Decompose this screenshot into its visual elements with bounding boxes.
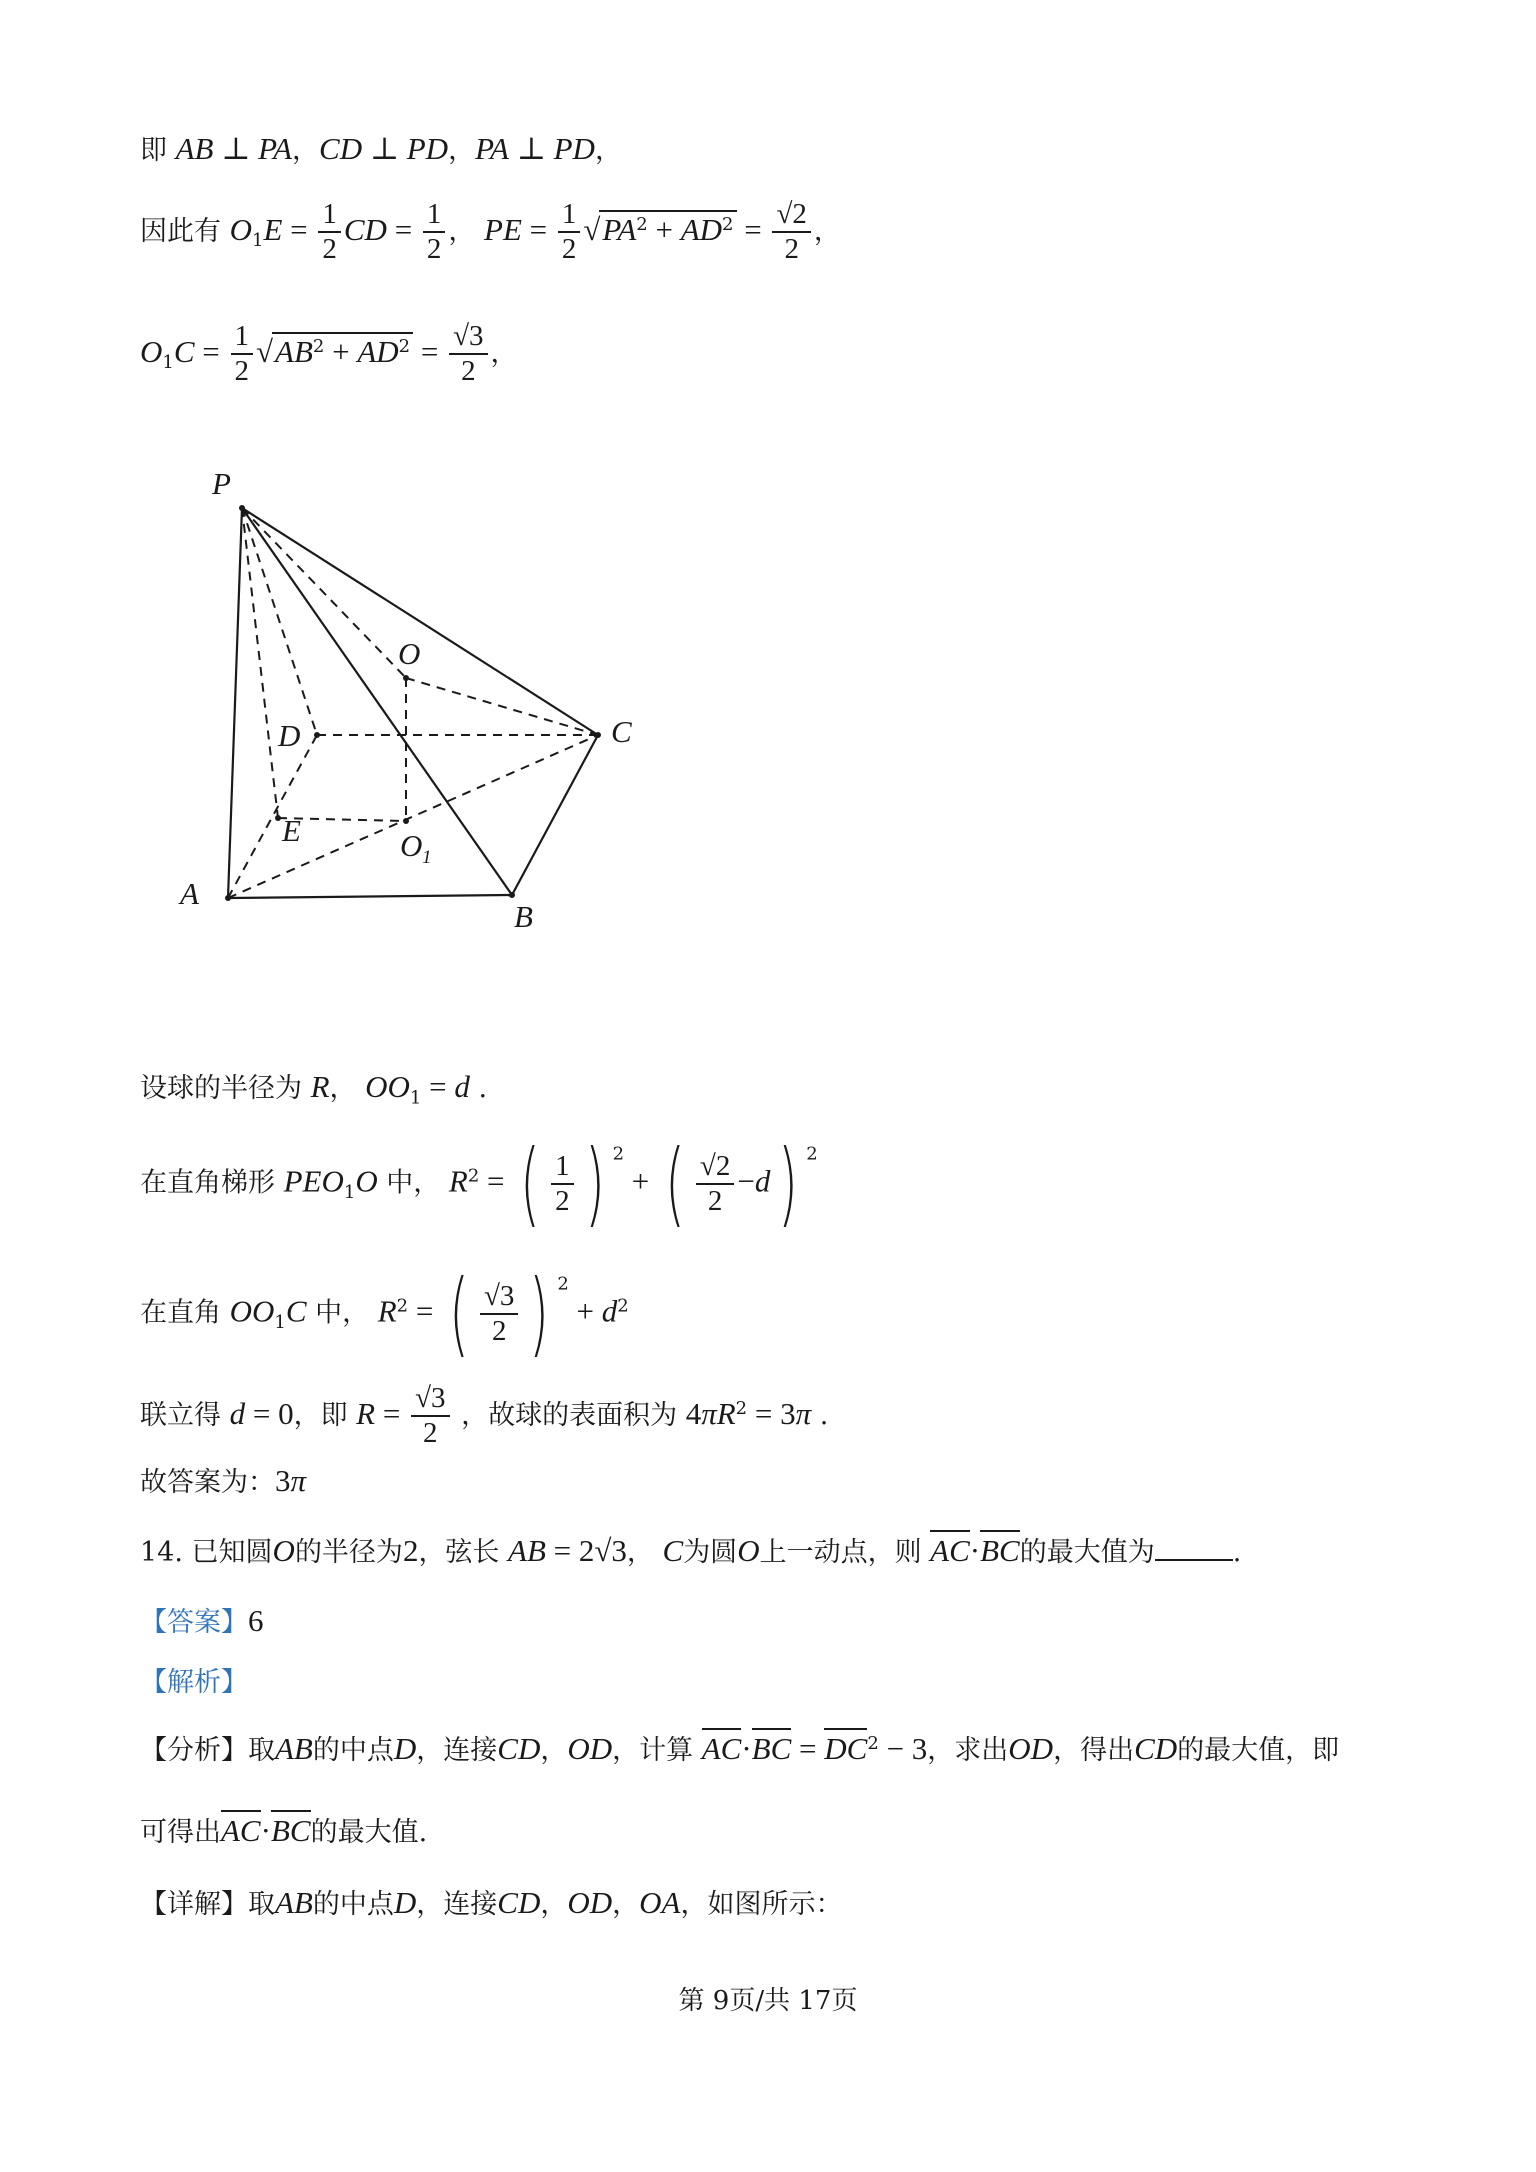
text-fragment: .: [1232, 1537, 1242, 1568]
label-O1-subscript: 1: [422, 847, 432, 868]
label-D: D: [278, 718, 301, 753]
page-footer: 第 9页/共 17页: [678, 1986, 858, 2016]
text-fragment: ，求出: [927, 1735, 1009, 1766]
text-line-8: 故答案为：3π: [140, 1463, 307, 1498]
text-line-2: 因此有 $O_1E$ = $\frac{1}{2}$ CD = $\frac{1}{2}$ ， PE = $\frac{1}{2}$ $√PA^2 + AD^2$ = $\frac{√2}{2}$ ，: [140, 198, 841, 266]
text-fragment: 的最大值，即: [1177, 1735, 1340, 1766]
text-line-1: 即 AB ⊥ PA，CD ⊥ PD，PA ⊥ PD，: [140, 131, 622, 166]
text-fragment: 因此有: [140, 215, 221, 247]
text-fragment: 取: [248, 1889, 275, 1920]
text-fragment: 联立得: [140, 1399, 221, 1431]
text-fragment: 的中点: [312, 1889, 394, 1920]
text-fragment: ，: [448, 215, 476, 247]
label-O1: O: [400, 828, 423, 863]
text-fragment: ，如图所示：: [680, 1889, 843, 1920]
question-14: 14. 已知圆O的半径为2，弦长 AB = 2√3， C为圆O上一动点，则 AC·BC的最大值为 .: [140, 1530, 1241, 1569]
edge-PD: [242, 508, 317, 735]
text-line-13: 可得出AC·BC的最大值.: [140, 1810, 427, 1849]
text-line-7: 联立得 d = 0，即 R = $\frac{√3}{2}$ ，故球的表面积为 $4\pi R^2 = 3\pi$ .: [140, 1382, 829, 1450]
text-fragment: 在直角梯形: [140, 1167, 275, 1199]
text-fragment: ，得出: [1053, 1735, 1135, 1766]
text-line-12: 【分析】取AB的中点D，连接CD，OD，计算 $AC\cdot BC = DC^2 - 3$，求出OD，得出CD的最大值，即: [140, 1728, 1339, 1767]
text-line-6: 在直角 $OO_1C$ 中， $R^2$ = ( $\frac{√3}{2}$ ) $^2 + d^2$: [140, 1260, 629, 1367]
text-fragment: 已知圆: [191, 1537, 273, 1568]
radius-value: 2: [402, 1533, 419, 1568]
label-P: P: [212, 466, 231, 501]
question-number: 14.: [140, 1537, 183, 1568]
text-line-5: 在直角梯形 $PEO_1O$ 中， $R^2$ = ( $\frac{1}{2}$ ) $^2$ + ( $\frac{√2}{2}$ −d) $^2$: [140, 1130, 818, 1237]
edge-PE: [242, 508, 278, 818]
text-fragment: 的最大值为: [1019, 1537, 1155, 1568]
text-fragment: .: [819, 1399, 829, 1431]
text-fragment: ，: [813, 215, 841, 247]
edge-PA: [228, 508, 242, 898]
text-fragment: ，即: [293, 1399, 348, 1431]
answer-line: [140, 1600, 264, 1639]
text-fragment: ，连接: [416, 1735, 498, 1766]
text-fragment: 故答案为：: [140, 1467, 275, 1498]
text-line-4: 设球的半径为 R， $OO_1 = d$ .: [140, 1069, 488, 1109]
text-fragment: 的半径为: [294, 1537, 403, 1568]
edge-OC: [406, 678, 598, 735]
text-fragment: ，: [626, 1537, 654, 1568]
text-fragment: 中，: [386, 1167, 441, 1199]
text-fragment: 即: [140, 135, 167, 166]
answer-value: 6: [248, 1603, 264, 1638]
text-fragment: 上一动点，则: [759, 1537, 922, 1568]
text-fragment: ，: [540, 1889, 568, 1920]
label-O: O: [398, 636, 421, 671]
edge-PC: [242, 508, 598, 735]
text-fragment: ，计算: [612, 1735, 694, 1766]
text-fragment: ，故球的表面积为: [461, 1399, 678, 1431]
text-fragment: 在直角: [140, 1297, 221, 1329]
text-fragment: 中，: [315, 1297, 370, 1329]
text-fragment: ，: [490, 337, 518, 369]
text-line-3: $O_1C$ = $\frac{1}{2}$ $√AB^2 + AD^2$ = $\frac{√3}{2}$ ，: [140, 320, 518, 388]
text-fragment: 设球的半径为: [140, 1073, 302, 1104]
text-fragment: ，: [594, 135, 622, 166]
text-fragment: ，: [612, 1889, 640, 1920]
text-fragment: 的中点: [312, 1735, 394, 1766]
text-fragment: 可得出: [140, 1817, 221, 1848]
text-fragment: 为圆: [683, 1537, 738, 1568]
label-E: E: [282, 813, 301, 848]
label-A: A: [180, 876, 199, 911]
answer-tag: 【答案】: [140, 1607, 248, 1638]
xiangjie-tag: 【详解】: [140, 1889, 248, 1920]
text-fragment: ，连接: [416, 1889, 498, 1920]
pyramid-figure: [160, 452, 680, 952]
text-fragment: 的最大值.: [310, 1817, 428, 1848]
text-fragment: ，弦长: [418, 1537, 500, 1568]
text-fragment: .: [478, 1073, 488, 1104]
text-line-14: 【详解】取AB的中点D，连接CD，OD，OA，如图所示：: [140, 1885, 843, 1920]
text-fragment: ，: [329, 1073, 357, 1104]
text-fragment: 取: [248, 1735, 275, 1766]
text-fragment: ，: [540, 1735, 568, 1766]
label-B: B: [514, 899, 533, 934]
analysis-line: [140, 1660, 248, 1699]
answer-blank: [1155, 1559, 1233, 1561]
label-C: C: [611, 714, 632, 749]
analysis-tag: 【解析】: [140, 1667, 248, 1698]
edge-AB: [228, 895, 512, 898]
edge-AD: [228, 735, 317, 898]
fenxi-tag: 【分析】: [140, 1735, 248, 1766]
edge-BC: [512, 735, 598, 895]
edge-PO: [242, 508, 406, 678]
